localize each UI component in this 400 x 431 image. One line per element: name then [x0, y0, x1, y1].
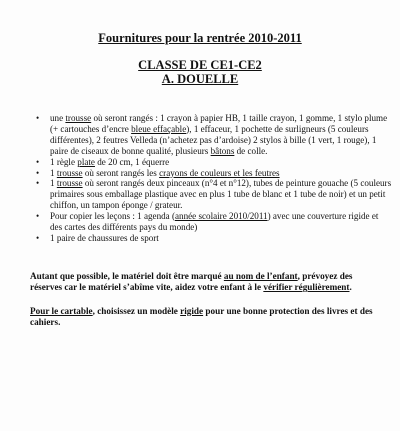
cartable-text: , choisissez un modèle	[92, 306, 181, 316]
supply-item-text: ), 1 effaceur, 1 pochette de surligneurs (5 couleurs différentes), 2 feutres Velleda (n’achetez pas d’ardoise) 2 stylos à bille (1 vert, 1 rouge), 1 paire de ciseaux de bonne qualité, plusieurs	[50, 123, 377, 156]
supply-item-text: de colle.	[234, 145, 268, 156]
supply-item-text: une	[50, 113, 66, 123]
underlined-text: Pour le cartable	[30, 306, 93, 316]
notice-text: Autant que possible, le matériel doit être marqué	[30, 271, 224, 281]
teacher-name-text: A. DOUELLE	[161, 72, 239, 86]
supply-item-text: 1	[50, 178, 57, 189]
supply-item	[50, 168, 392, 179]
underlined-text: trousse	[56, 178, 83, 189]
document-title-text: Fournitures pour la rentrée 2010-2011	[98, 31, 302, 45]
underlined-text: plate	[77, 156, 95, 167]
underlined-text: bleue effaçable	[131, 123, 187, 134]
underlined-text: bâtons	[210, 145, 235, 156]
document-title	[0, 31, 400, 45]
supply-list	[32, 113, 392, 244]
notice-paragraph	[30, 271, 380, 293]
supply-item	[50, 113, 392, 157]
underlined-text: au nom de l’enfant	[223, 271, 298, 281]
underlined-text: rigide	[180, 306, 204, 316]
supply-item	[50, 157, 392, 168]
supply-item	[50, 233, 392, 244]
supply-item-text: de 20 cm, 1 équerre	[94, 156, 170, 167]
supply-item-text: 1 règle	[50, 156, 78, 167]
supply-item	[50, 178, 392, 211]
notice-text: , prévoyez des réserves car le matériel s’abîme vite, aidez votre enfant à le	[30, 271, 353, 293]
underlined-text: trousse	[65, 113, 92, 123]
class-title	[0, 58, 400, 72]
supply-item-text: 1	[50, 167, 57, 178]
class-title-text: CLASSE DE CE1-CE2	[138, 58, 262, 72]
underlined-text: vérifier régulièrement	[263, 282, 350, 293]
supply-item-text: ) avec une couverture rigide et des cartes des différents pays du monde)	[50, 211, 379, 233]
supply-item-text: 1 paire de chaussures de sport	[50, 232, 159, 243]
cartable-text: pour une bonne protection des livres et des cahiers.	[30, 306, 373, 328]
supply-item-text: où seront rangés deux pinceaux (n°4 et n°12), tubes de peinture gouache (5 couleurs primaires sous emballage plastique avec en plus 1 tube de blanc et 1 tube de noir) et un petit chiffon, un tampon éponge / grateur.	[50, 178, 392, 211]
underlined-text: trousse	[56, 167, 83, 178]
underlined-text: année scolaire 2010/2011	[175, 211, 268, 222]
supply-item-text: où seront rangés les	[82, 167, 160, 178]
teacher-name	[0, 72, 400, 86]
supply-item	[50, 211, 392, 233]
notice-text: .	[349, 282, 352, 293]
underlined-text: crayons de couleurs et les feutres	[159, 167, 280, 178]
cartable-paragraph	[30, 306, 380, 328]
supply-item-text: Pour copier les leçons : 1 agenda (	[50, 211, 175, 222]
supply-item-text: où seront rangés : 1 crayon à papier HB, 1 taille crayon, 1 gomme, 1 stylo plume (+ cartouches d’encre	[50, 113, 388, 134]
